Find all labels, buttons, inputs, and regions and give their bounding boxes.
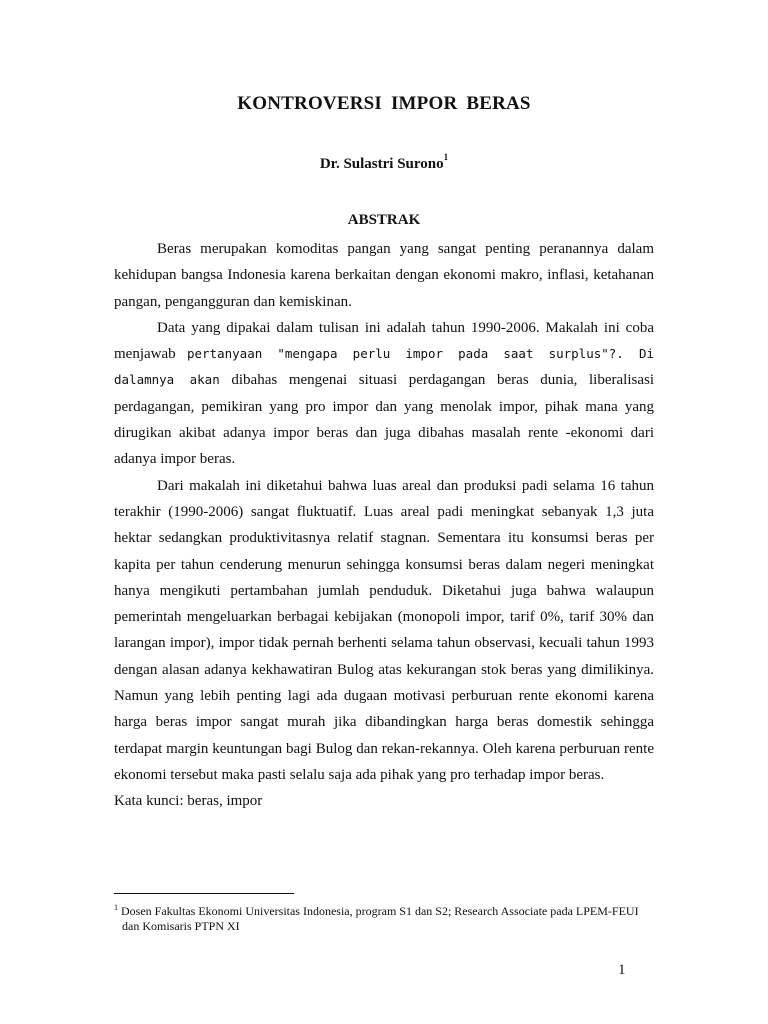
footnote-text-2: dan Komisaris PTPN XI bbox=[122, 919, 240, 933]
abstract-heading-text: ABSTRAK bbox=[347, 212, 421, 228]
footnote-text-1: Dosen Fakultas Ekonomi Universitas Indonesia, program S1 dan S2; Research Associate pada LPEM-FEUI bbox=[118, 904, 639, 918]
document-title: KONTROVERSI IMPOR BERAS bbox=[237, 93, 531, 114]
paragraph-2-question: pertanyaan "mengapa perlu impor pada saat surplus"?. Di dalamnya akan bbox=[114, 346, 654, 388]
author-name: Dr. Sulastri Surono bbox=[319, 156, 444, 172]
footnote-divider bbox=[114, 893, 294, 894]
paragraph-2-text-start: Data yang dipakai dalam tulisan ini adalah tahun 1990-2006. Makalah ini coba menjawab bbox=[114, 319, 654, 363]
footnote bbox=[114, 900, 674, 934]
footnote-mark: 1 bbox=[114, 903, 118, 912]
page-number: 1 bbox=[618, 962, 626, 978]
abstract-paragraph-1: Beras merupakan komoditas pangan yang sangat penting peranannya dalam kehidupan bangsa Indonesia karena berkaitan dengan ekonomi makro, inflasi, ketahanan pangan, pengangguran dan kemiskinan. bbox=[114, 241, 654, 310]
abstract-paragraph-2 bbox=[114, 315, 654, 473]
author-footnote-mark: 1 bbox=[443, 152, 449, 162]
abstract-paragraph-3: Dari makalah ini diketahui bahwa luas areal dan produksi padi selama 16 tahun terakhir (1990-2006) sangat fluktuatif. Luas areal padi meningkat sebanyak 1,3 juta hektar sedangkan produktivitasnya relatif stagnan. Sementara itu konsumsi beras per kapita per tahun cenderung menurun sehingga konsumsi beras dalam negeri meningkat hanya mengikuti pertambahan jumlah penduduk. Diketahui juga bahwa walaupun pemerintah mengeluarkan berbagai kebijakan (monopoli impor, tarif 0%, tarif 30% dan larangan impor), impor tidak pernah berhenti selama tahun observasi, kecuali tahun 1993 dengan alasan adanya kekhawatiran Bulog atas kekurangan stok beras yang dimilikinya. Namun yang lebih penting lagi ada dugaan motivasi perburuan rente ekonomi karena harga beras impor sangat murah jika dibandingkan harga beras domestik sehingga terdapat margin keuntungan bagi Bulog dan rekan-rekannya. Oleh karena perburuan rente ekonomi tersebut maka pasti selalu saja ada pihak yang pro terhadap impor beras. bbox=[114, 477, 654, 783]
author-line bbox=[0, 152, 768, 173]
abstract-body bbox=[114, 236, 654, 815]
abstract-heading bbox=[0, 212, 768, 229]
keywords-line: Kata kunci: beras, impor bbox=[114, 793, 263, 810]
paragraph-2-text-end: dibahas mengenai situasi perdagangan beras dunia, liberalisasi perdagangan, pemikiran yang pro impor dan yang menolak impor, pihak mana yang dirugikan akibat adanya impor beras dan juga dibahas masalah rente -ekonomi dari adanya impor beras. bbox=[114, 372, 654, 468]
footnote-line-1 bbox=[114, 900, 674, 919]
